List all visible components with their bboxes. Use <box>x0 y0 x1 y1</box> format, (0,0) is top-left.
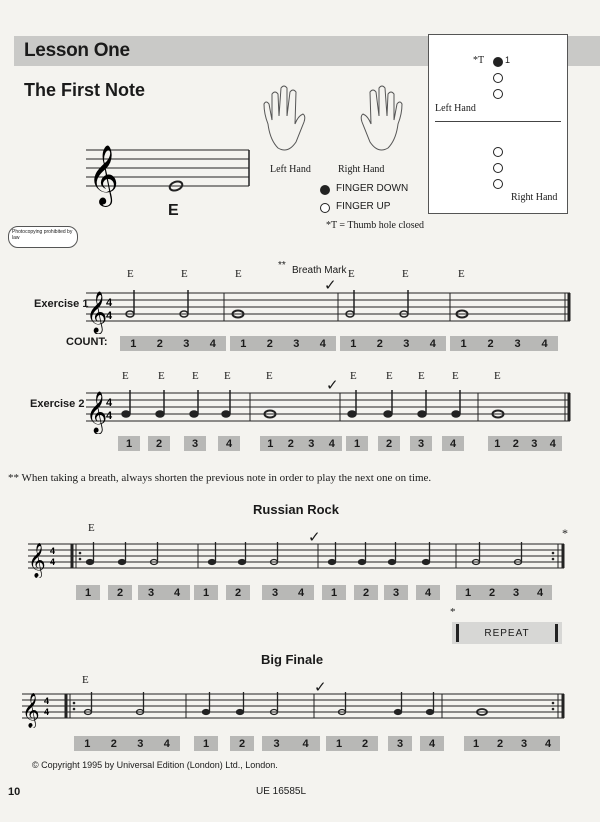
bf-count-box <box>388 736 412 751</box>
count-beat: 3 <box>273 737 280 750</box>
ex2-note-label: E <box>494 370 501 382</box>
count-beat: 4 <box>163 737 170 750</box>
count-beat: 1 <box>130 337 137 350</box>
count-beat: 3 <box>512 586 520 599</box>
ex1-note-label: E <box>348 268 355 280</box>
breath-check-icon: ✓ <box>326 377 339 394</box>
count-beat: 1 <box>464 586 472 599</box>
treble-clef-icon: 𝄞 <box>88 145 119 205</box>
count-beat: 3 <box>308 437 315 450</box>
section-title: The First Note <box>24 80 146 100</box>
count-beat: 3 <box>396 737 404 750</box>
bf-count-group <box>74 736 180 751</box>
count-beat: 1 <box>267 437 274 450</box>
ex2-count-box <box>218 436 240 451</box>
quarter-note <box>119 560 126 565</box>
rr-count-box <box>194 585 218 600</box>
right-hole-1 <box>493 147 503 157</box>
count-beat: 1 <box>335 737 343 750</box>
repeat-label: REPEAT <box>484 627 530 639</box>
ex2-note-label: E <box>418 370 425 382</box>
legend-finger-up: FINGER UP <box>336 201 391 212</box>
count-beat: 3 <box>392 586 400 599</box>
quarter-note <box>418 411 426 417</box>
right-hand-label: Right Hand <box>338 164 385 175</box>
breath-footnote: ** When taking a breath, always shorten the previous note in order to play the next one on time. <box>8 472 432 484</box>
quarter-note <box>395 710 402 715</box>
count-beat: 4 <box>302 737 309 750</box>
ex1-note-label: E <box>181 268 188 280</box>
quarter-note <box>156 411 164 417</box>
time-signature-top: 4 <box>106 297 113 309</box>
exercise-2-label: Exercise 2 <box>30 398 85 410</box>
rr-count-box <box>416 585 440 600</box>
count-beat: 3 <box>520 737 528 750</box>
catalog-number: UE 16585L <box>256 786 307 797</box>
ex2-count-box <box>410 436 432 451</box>
quarter-note <box>423 560 430 565</box>
ex2-count-box <box>346 436 368 451</box>
repeat-start-bar <box>456 624 459 642</box>
quarter-note <box>239 560 246 565</box>
time-signature-top: 4 <box>106 397 113 409</box>
count-beat: 1 <box>330 586 338 599</box>
rr-count-box <box>76 585 100 600</box>
rr-count-group <box>262 585 314 600</box>
count-beat: 1 <box>472 737 480 750</box>
right-hole-2 <box>493 163 503 173</box>
ex2-note-label: E <box>224 370 231 382</box>
count-beat: 1 <box>353 437 361 450</box>
breath-mark-label: Breath Mark <box>292 265 347 276</box>
time-signature-bottom: 4 <box>44 707 50 717</box>
chart-right-hand-label: Right Hand <box>511 192 558 203</box>
legend-finger-down: FINGER DOWN <box>336 183 409 194</box>
count-beat: 2 <box>266 337 273 350</box>
time-signature-bottom: 4 <box>106 410 113 422</box>
count-beat: 1 <box>494 437 501 450</box>
ex2-count-group <box>488 436 562 451</box>
right-hole-3 <box>493 179 503 189</box>
count-beat: 1 <box>240 337 247 350</box>
left-hand-label: Left Hand <box>270 164 311 175</box>
count-beat: 2 <box>238 737 246 750</box>
count-beat: 1 <box>84 737 91 750</box>
exercise-1-label: Exercise 1 <box>34 298 89 310</box>
count-beat: 3 <box>514 337 521 350</box>
count-beat: 4 <box>549 437 556 450</box>
ex1-count-group <box>340 336 446 351</box>
ex2-note-label: E <box>386 370 393 382</box>
exercise-2-staff <box>86 384 574 434</box>
exercise-1-staff <box>86 284 574 334</box>
treble-clef-icon: 𝄞 <box>28 543 46 578</box>
count-beat: 3 <box>191 437 199 450</box>
ex1-count-group <box>450 336 558 351</box>
russian-rock-staff <box>28 538 566 578</box>
ex1-note-label: E <box>458 268 465 280</box>
ex2-note-label: E <box>192 370 199 382</box>
count-beat: 4 <box>328 437 335 450</box>
count-beat: 2 <box>487 337 494 350</box>
quarter-note <box>384 411 392 417</box>
quarter-note <box>427 710 434 715</box>
rr-count-box <box>108 585 132 600</box>
time-signature-bottom: 4 <box>50 557 56 567</box>
count-beat: 4 <box>319 337 326 350</box>
count-beat: 3 <box>293 337 300 350</box>
ex2-count-box <box>118 436 140 451</box>
breath-check-icon: ✓ <box>324 277 337 294</box>
page-number: 10 <box>8 786 21 798</box>
ex2-note-label: E <box>452 370 459 382</box>
thumb-hole <box>493 57 503 67</box>
time-signature-top: 4 <box>50 546 56 556</box>
count-beat: 4 <box>544 737 552 750</box>
thumb-number: 1 <box>505 55 511 65</box>
ex2-note-label: E <box>122 370 129 382</box>
big-finale-staff <box>22 688 566 728</box>
count-beat: 2 <box>156 337 163 350</box>
count-beat: 1 <box>84 586 92 599</box>
count-beat: 2 <box>110 737 117 750</box>
count-beat: 4 <box>536 586 544 599</box>
count-beat: 1 <box>202 737 210 750</box>
rr-count-box <box>384 585 408 600</box>
treble-clef-icon: 𝄞 <box>22 693 40 728</box>
quarter-note <box>203 710 210 715</box>
ex2-note-label: E <box>266 370 273 382</box>
count-beat: 2 <box>234 586 242 599</box>
repeat-end-bar <box>555 624 558 642</box>
count-beat: 2 <box>385 437 393 450</box>
rr-count-group <box>138 585 190 600</box>
count-beat: 4 <box>225 437 233 450</box>
rr-count-group <box>456 585 552 600</box>
quarter-note <box>222 411 230 417</box>
bf-count-group <box>464 736 560 751</box>
time-signature-bottom: 4 <box>106 310 113 322</box>
time-signature-top: 4 <box>44 696 50 706</box>
ex1-count-group <box>120 336 226 351</box>
thumb-label: *T <box>473 55 485 66</box>
count-beat: 1 <box>125 437 133 450</box>
ex2-count-group <box>260 436 342 451</box>
quarter-note <box>359 560 366 565</box>
quarter-note <box>122 411 130 417</box>
quarter-note <box>190 411 198 417</box>
count-beat: 2 <box>116 586 124 599</box>
count-beat: 3 <box>417 437 425 450</box>
ex1-count-group <box>230 336 336 351</box>
count-beat: 3 <box>403 337 410 350</box>
repeat-box <box>452 622 562 644</box>
repeat-asterisk: * <box>562 526 568 540</box>
treble-clef-icon: 𝄞 <box>86 392 108 433</box>
bf-count-box <box>194 736 218 751</box>
count-beat: 2 <box>362 586 370 599</box>
ex1-note-label: E <box>235 268 242 280</box>
count-beat: 4 <box>541 337 548 350</box>
count-beat: 4 <box>424 586 432 599</box>
quarter-note <box>389 560 396 565</box>
ex2-note-label: E <box>350 370 357 382</box>
ex2-count-box <box>378 436 400 451</box>
left-hole-2 <box>493 73 503 83</box>
russian-rock-note-label: E <box>88 522 95 534</box>
count-beat: 1 <box>202 586 210 599</box>
fingering-chart <box>428 34 568 214</box>
count-beat: 1 <box>350 337 357 350</box>
bf-count-group <box>262 736 320 751</box>
song-title-big-finale: Big Finale <box>260 652 324 667</box>
count-beat: 4 <box>173 586 181 599</box>
count-beat: 2 <box>512 437 519 450</box>
count-beat: 2 <box>287 437 294 450</box>
ex1-note-label: E <box>402 268 409 280</box>
bf-count-box <box>420 736 444 751</box>
breath-check-icon: ✓ <box>308 529 321 546</box>
quarter-note <box>209 560 216 565</box>
song-title-russian-rock: Russian Rock <box>253 502 339 517</box>
quarter-note <box>348 411 356 417</box>
count-beat: 4 <box>297 586 305 599</box>
bf-count-box <box>230 736 254 751</box>
big-finale-note-label: E <box>82 674 89 686</box>
treble-clef-icon: 𝄞 <box>86 292 108 333</box>
bf-count-group <box>326 736 378 751</box>
rr-count-box <box>322 585 346 600</box>
repeat-marker: * <box>450 606 456 618</box>
count-beat: 2 <box>155 437 163 450</box>
chart-left-hand-label: Left Hand <box>435 103 476 114</box>
count-beat: 2 <box>488 586 496 599</box>
count-beat: 2 <box>496 737 504 750</box>
count-beat: 1 <box>460 337 467 350</box>
finger-down-icon <box>320 185 330 195</box>
ex2-note-label: E <box>158 370 165 382</box>
count-beat: 4 <box>209 337 216 350</box>
rr-count-box <box>354 585 378 600</box>
quarter-note <box>329 560 336 565</box>
photocopy-notice <box>8 226 78 248</box>
breath-check-icon: ✓ <box>314 679 327 696</box>
count-beat: 2 <box>361 737 369 750</box>
breath-marker: ** <box>278 260 286 271</box>
copyright-notice: © Copyright 1995 by Universal Edition (London) Ltd., London. <box>32 760 278 770</box>
ex2-count-box <box>148 436 170 451</box>
quarter-note <box>452 411 460 417</box>
ex2-count-box <box>184 436 206 451</box>
photocopy-text: Photocopying prohibited by law <box>12 229 73 241</box>
legend-thumb-note: *T = Thumb hole closed <box>326 220 425 231</box>
count-beat: 3 <box>531 437 538 450</box>
first-note-name: E <box>168 202 179 219</box>
left-hole-3 <box>493 89 503 99</box>
chart-divider <box>435 121 561 122</box>
count-beat: 3 <box>183 337 190 350</box>
count-beat: 4 <box>428 737 436 750</box>
rr-count-box <box>226 585 250 600</box>
hands-illustration <box>258 76 408 160</box>
count-beat: 3 <box>147 586 155 599</box>
count-beat: 4 <box>449 437 457 450</box>
count-label: COUNT: <box>66 336 108 348</box>
ex1-note-label: E <box>127 268 134 280</box>
lesson-title: Lesson One <box>24 40 130 61</box>
count-beat: 3 <box>271 586 279 599</box>
quarter-note <box>87 560 94 565</box>
count-beat: 2 <box>376 337 383 350</box>
count-beat: 3 <box>137 737 144 750</box>
count-beat: 4 <box>429 337 436 350</box>
quarter-note <box>237 710 244 715</box>
finger-up-icon <box>320 203 330 213</box>
ex2-count-box <box>442 436 464 451</box>
